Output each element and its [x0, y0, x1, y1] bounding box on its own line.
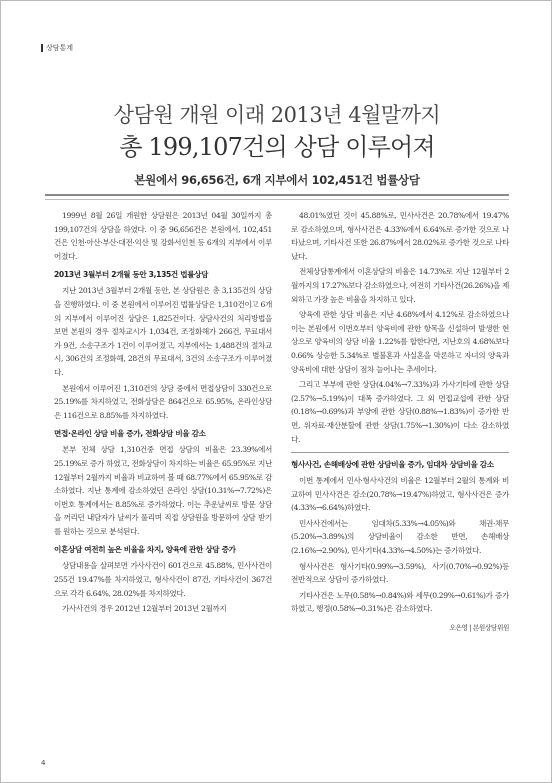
headline-rule-thin	[45, 199, 509, 200]
left-column	[54, 209, 272, 618]
headline-title-line2: 총 199,107건의 상담 이루어져	[119, 133, 435, 161]
section-heading-4: 형사사건, 손해배상에 관한 상담비율 증가, 임대차 상담비율 감소	[291, 460, 494, 470]
intro-paragraph: 1999년 8월 26일 개원한 상담원은 2013년 04월 30일까지 총 199,107건의 상담을 하였다. 이 중 96,656건은 본원에서, 102,451건은 인천·아산·부산·대전·익산 및 강화서인천 등 6개의 지부에서 이루어졌다.	[54, 211, 272, 261]
paragraph-5b: 민사사건에서는 임대차(5.33%→4.05%)와 채권·채무(5.20%→3.89%)의 상담비율이 감소한 반면, 손해배상(2.16%→2.90%), 민사기타(4.33%→4.50%)는 증가하였다.	[291, 518, 509, 556]
right-column	[291, 209, 509, 636]
paragraph-2: 본부 전체 상담 1,310건중 면접 상담의 비율은 23.39%에서 25.19%로 증가 하였고, 전화상담이 차지하는 비율은 65.95%로 지난 12월부터 2월까지 비율과 비교하여 볼 때 68.77%에서 65.95%로 감소하였다. 지난 통계에 감소하였던 온라인 상담(10.31%→7.72%)은 이번호 통계에서는 8.85%로 증가하였다. 이는 추운날씨로 방문 상담을 꺼리던 내담자가 날씨가 풀리며 직접 상담원을 방문하여 상담 받기를 원하는 것으로 분석된다.	[54, 445, 272, 536]
section-tag-bar	[41, 44, 43, 52]
paragraph-4b: 전체상담통계에서 이혼상담의 비율은 14.73%로 지난 12월부터 2월까지의 17.27%보다 감소하였으나, 여전히 기타사건(26.26%)을 제외하고 가장 높은 비율을 차지하고 있다.	[291, 267, 510, 304]
paragraph-5c: 형사사건은 형사기타(0.99%→3.59%), 사기(0.70%→0.92%)등 전반적으로 상담이 증가하였다.	[291, 561, 509, 585]
paragraph-4c: 양육에 관한 상담 비율은 지난 4.68%에서 4.12%로 감소하였으나 이는 본원에서 이번호부터 양육비에 관한 항목을 신설하여 발생한 현상으로 양육비의 상담 비율 1.22%를 합한다면, 지난호의 4.68%보다 0.66% 상승한 5.34%로 별불혼과 사실혼을 막론하고 자녀의 양육과 양육비에 대한 상담이 점차 늘어나는 추세이다.	[291, 310, 509, 374]
paragraph-4a: 48.01%였던 것이 45.88%로, 민사사건은 20.78%에서 19.47%로 감소하였으며, 형사사건은 4.33%에서 6.64%로 증가한 것으로 나타났으며, 기타사건 또한 26.87%에서 28.02%로 증가한 것으로 나타났다.	[291, 211, 509, 261]
paragraph-3a: 상담내용을 살펴보면 가사사건이 601건으로 45.88%, 민사사건이 255건 19.47%를 차지하였고, 형사사건이 87건, 기타사건이 367건으로 각각 6.64%, 28.02%를 차지하였다.	[54, 561, 272, 598]
headline-rule	[45, 194, 509, 196]
section-heading-1: 2013년 3월부터 2개월 동안 3,135건 법률상담	[54, 270, 209, 280]
section-tag	[41, 43, 73, 53]
section-divider	[291, 452, 509, 453]
paragraph-1b: 본원에서 이루어진 1,310건의 상담 중에서 면접상담이 330건으로 25.19%를 차지하였고, 전화상담은 864건으로 65.95%, 온라인상담은 116건으로 8.85%를 차지하였다.	[54, 383, 272, 420]
paragraph-5d: 기타사건은 노무(0.58%→0.84%)와 세무(0.29%→0.61%)가 증가하였고, 행정(0.58%→0.31%)은 감소하였다.	[291, 590, 509, 614]
paragraph-4d: 그리고 부부에 관한 상담(4.04%→7.33%)과 가사기타에 관한 상담(2.57%→5.19%)이 대폭 증가하였다. 그 외 면접교섭에 관한 상담(0.18%→0.69%)과 부양에 관한 상담(0.88%→1.83%)이 증가한 반면, 위자료·재산분할에 관한 상담(1.75%→1.30%)이 다소 감소하였다.	[291, 380, 509, 444]
paragraph-3b: 가사사건의 경우 2012년 12월부터 2013년 2월까지	[62, 604, 227, 614]
section-heading-3: 이혼상담 여전히 높은 비율을 차지, 양육에 관한 상담 증가	[54, 545, 236, 555]
section-tag-label: 상담통계	[46, 44, 74, 52]
section-heading-2: 면접·온라인 상담 비율 증가, 전화상담 비율 감소	[54, 429, 206, 439]
page-number: 4	[41, 759, 46, 767]
paragraph-5a: 이번 통계에서 민사·형사사건의 비율은 12월부터 2월의 통계와 비교하여 민사사건은 감소(20.78%→19.47%)하였고, 형사사건은 증가(4.33%→6.64%)하였다.	[291, 476, 509, 513]
author-byline: 오은영 | 본원상담위원	[449, 624, 509, 633]
paragraph-1a: 지난 2013년 3월부터 2개월 동안, 본 상담원은 총 3,135건의 상담을 진행하였다. 이 중 본원에서 이루어진 법률상담은 1,310건이고 6개의 지부에서 이루어진 상담은 1,825건이다. 상담사건의 처리방법을 보면 본원의 경우 절차교시가 1,034건, 조정화해가 266건, 무료대서가 9건, 소송구조가 1건이 이루어졌고, 지부에서는 1,488건의 절차교시, 306건의 조정화해, 28건의 무료대서, 3건의 소송구조가 이루어졌다.	[54, 286, 272, 377]
headline-title-line1: 상담원 개원 이래 2013년 4월말까지	[113, 103, 441, 127]
headline-subtitle: 본원에서 96,656건, 6개 지부에서 102,451건 법률상담	[134, 173, 420, 187]
